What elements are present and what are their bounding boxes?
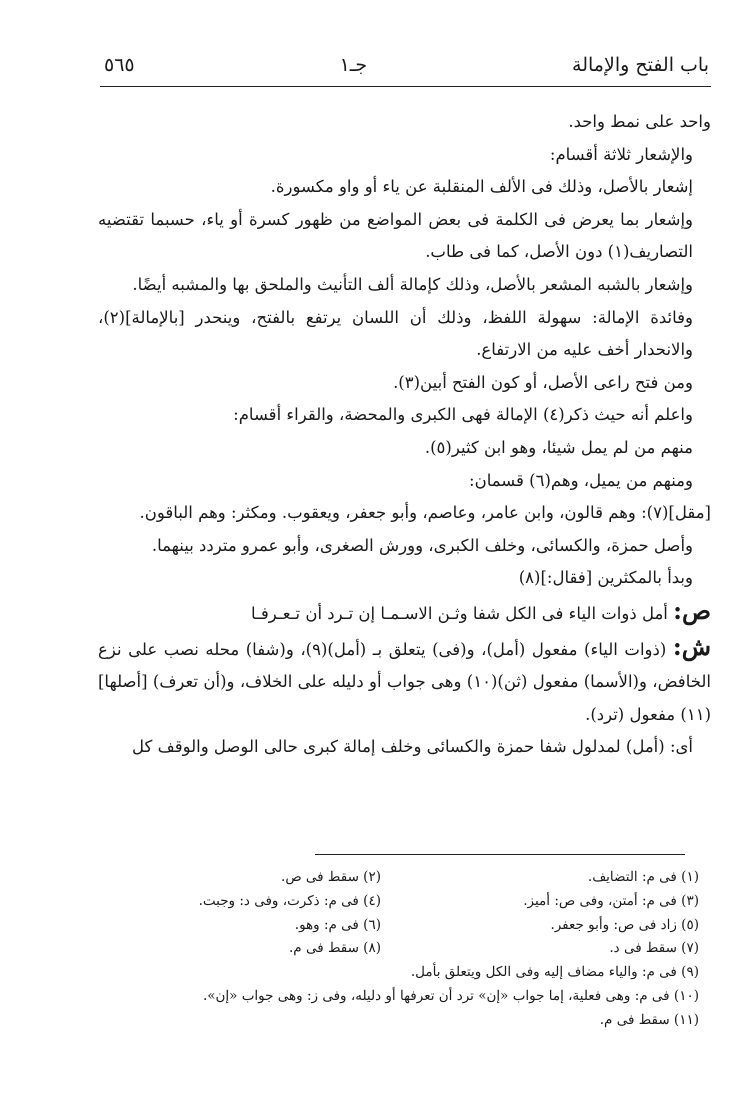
footnote: (٨) سقط فى م. [289, 940, 381, 957]
footnote: (١٠) فى م: وهى فعلية، إما جواب «إن» ترد أن تعرفها أو دليله، وفى ز: وهى جواب «إن». [202, 987, 699, 1004]
text-line: وفائدة الإمالة: سهولة اللفظ، وذلك أن اللسان يرتفع بالفتح، وينحدر [بالإمالة](٢)، والانحدار أخف عليه من الارتفاع. [98, 307, 693, 360]
commentary-text: (ذوات الياء) مفعول (أمل)، و(فى) يتعلق بـ (أمل)(٩)، و(شفا) محله نصب على نزع الخافض، و(الأسما) مفعول (ثن)(١٠) وهى جواب أو دليله على الخلاف، و(أن تعرف) [أصلها](١١) مفعول (ترد). [98, 639, 711, 724]
text-line: ومن فتح راعى الأصل، أو كون الفتح أبين(٣). [393, 372, 693, 392]
text-line: وأصل حمزة، والكسائى، وخلف الكبرى، وورش الصغرى، وأبو عمرو متردد بينهما. [151, 535, 693, 555]
text-line: منهم من لم يمل شيئا، وهو ابن كثير(٥). [424, 437, 693, 457]
text-line: وإشعار بما يعرض فى الكلمة فى بعض المواضع من ظهور كسرة أو ياء، حسبما تقتضيه التصاريف(١) دون الأصل، كما فى طاب. [98, 209, 693, 262]
text-line: وإشعار بالشبه المشعر بالأصل، وذلك كإمالة ألف التأنيث والملحق بها والمشبه أيضًا. [132, 274, 693, 294]
footnote: (٤) فى م: ذكرت، وفى د: وجبت. [198, 892, 381, 909]
page-header [104, 54, 709, 84]
footnote: (٥) زاد فى ص: وأبو جعفر. [550, 916, 699, 933]
footnote-row [110, 937, 699, 961]
footnote-rule [315, 854, 685, 855]
text-line: إشعار بالأصل، وذلك فى الألف المنقلبة عن ياء أو واو مكسورة. [270, 177, 693, 197]
footnote: (١) فى م: التضايف. [587, 869, 699, 885]
text-line: ومنهم من يميل، وهم(٦) قسمان: [469, 470, 693, 490]
footnote: (٦) فى م: وهو. [294, 916, 381, 933]
verse-text: أمل ذوات الياء فى الكل شفا وثـن الاسـمـا إن تـرد أن تـعـرفـا [251, 603, 668, 623]
footnotes [110, 866, 699, 1033]
text-line: واعلم أنه حيث ذكر(٤) الإمالة فهى الكبرى والمحضة، والقراء أقسام: [233, 405, 693, 425]
chapter-title: باب الفتح والإمالة [572, 54, 709, 76]
text-line: وبدأ بالمكثرين [فقال:](٨) [518, 568, 693, 588]
footnote: (٧) سقط فى د. [609, 940, 699, 957]
volume-number: جـ١ [339, 54, 368, 76]
commentary-paragraph [98, 631, 711, 732]
commentary-label: ش: [672, 631, 711, 661]
text-line: والإشعار ثلاثة أقسام: [549, 144, 693, 164]
verse-label: ص: [673, 595, 711, 625]
header-rule [100, 86, 711, 87]
text-line: أى: (أمل) لمدلول شفا حمزة والكسائى وخلف إمالة كبرى حالى الوصل والوقف كل [132, 737, 693, 757]
page-number: ٥٦٥ [104, 54, 135, 76]
footnote-row [110, 914, 699, 938]
footnote: (٣) فى م: أمتن، وفى ص: أميز. [523, 892, 699, 909]
main-text [98, 106, 711, 764]
footnote: (٩) فى م: والياء مضاف إليه وفى الكل ويتعلق بأمل. [410, 964, 699, 981]
footnote: (١١) سقط فى م. [599, 1011, 699, 1028]
footnote-row [110, 890, 699, 914]
footnote: (٢) سقط فى ص. [281, 869, 381, 885]
text-line: [مقل](٧): وهم قالون، وابن عامر، وعاصم، وأبو جعفر، ويعقوب. ومكثر: وهم الباقون. [139, 503, 711, 523]
text-line: واحد على نمط واحد. [568, 112, 711, 131]
verse-line [98, 595, 711, 631]
footnote-row [110, 866, 699, 890]
